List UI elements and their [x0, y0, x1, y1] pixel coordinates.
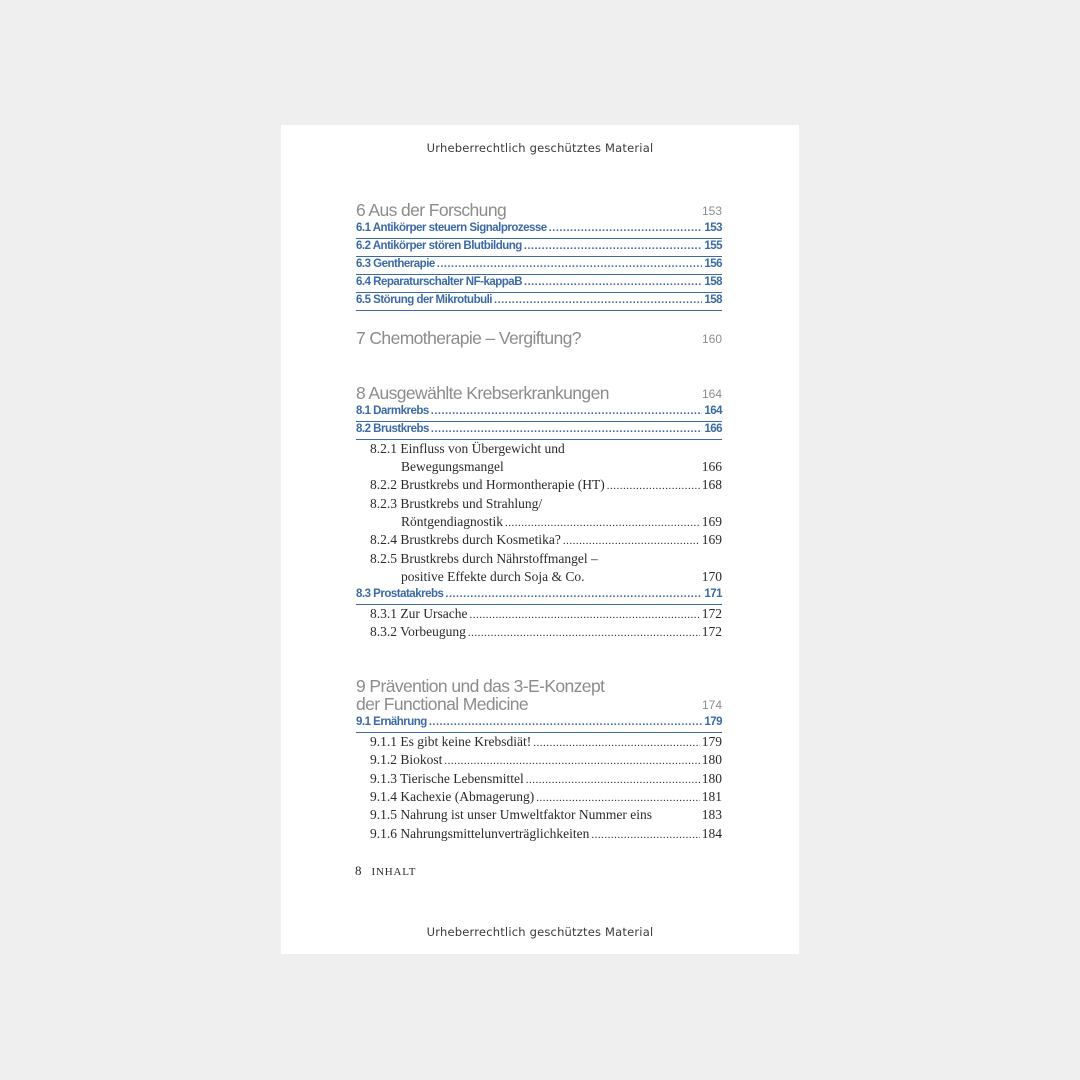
toc-entry-8-2-5-line1[interactable]: 8.2.5 Brustkrebs durch Nährstoffmangel – [370, 551, 598, 566]
entry-page: 156 [704, 258, 722, 270]
chapter-title: 8 Ausgewählte Krebserkrankungen [356, 383, 609, 403]
toc-entry-6-3[interactable] [356, 256, 722, 275]
chapter-page: 164 [701, 387, 722, 401]
entry-page: 171 [704, 588, 722, 600]
entry-page: 169 [701, 532, 722, 547]
toc-entry-6-1[interactable] [356, 220, 722, 239]
chapter-title-line1: 9 Prävention und das 3-E-Konzept [356, 676, 605, 696]
entry-page: 183 [701, 807, 722, 822]
toc-entry-6-5[interactable] [356, 292, 722, 311]
section-label: INHALT [371, 866, 417, 878]
toc-entry-8-2-3[interactable] [401, 513, 722, 531]
entry-page: 179 [704, 716, 722, 728]
toc-entry-8-2-2[interactable] [370, 476, 722, 494]
entry-page: 153 [704, 222, 722, 234]
chapter-page: 153 [701, 204, 722, 218]
toc-entry-8-1[interactable] [356, 403, 722, 422]
toc-entry-8-2-3-line1[interactable]: 8.2.3 Brustkrebs und Strahlung/ [370, 496, 543, 511]
toc-entry-8-2-1-line1[interactable]: 8.2.1 Einfluss von Übergewicht und [370, 441, 565, 456]
toc-entry-9-1-3[interactable] [370, 770, 722, 788]
entry-label: 8.3.2 Vorbeugung [370, 624, 466, 639]
entry-label: 9.1.2 Biokost [370, 752, 443, 767]
entry-label: 8.3 Prostatakrebs [356, 588, 444, 600]
chapter-title: 6 Aus der Forschung [356, 200, 507, 220]
entry-page: 180 [701, 771, 722, 786]
toc-entry-9-1-2[interactable] [370, 751, 722, 769]
page-footer [355, 863, 416, 879]
entry-label: 6.4 Reparaturschalter NF-kappaB [356, 276, 523, 288]
toc-entry-8-3-1[interactable] [370, 605, 722, 623]
chapter-7-heading [356, 329, 722, 347]
chapter-8-heading [356, 384, 722, 402]
entry-label: 6.5 Störung der Mikrotubuli [356, 294, 493, 306]
entry-page: 166 [701, 459, 722, 474]
page-number: 8 [355, 863, 362, 878]
toc-entry-9-1-6[interactable] [370, 825, 722, 843]
entry-label: 9.1.6 Nahrungsmittelunverträglichkeiten [370, 826, 590, 841]
toc-entry-8-2-4[interactable] [370, 531, 722, 549]
entry-page: 169 [701, 514, 722, 529]
entry-page: 168 [701, 477, 722, 492]
toc-entry-8-3-2[interactable] [370, 623, 722, 641]
watermark-top: Urheberrechtlich geschütztes Material [426, 141, 654, 155]
entry-page: 180 [701, 752, 722, 767]
toc-entry-8-3[interactable] [356, 586, 722, 605]
toc-entry-9-1-5[interactable] [370, 806, 722, 824]
entry-page: 179 [701, 734, 722, 749]
entry-label: positive Effekte durch Soja & Co. [401, 569, 585, 584]
entry-page: 158 [704, 276, 722, 288]
entry-label: Röntgendiagnostik [401, 514, 503, 529]
toc-entry-8-2-5[interactable] [401, 568, 722, 586]
entry-label: Bewegungsmangel [401, 459, 504, 474]
book-page [281, 125, 799, 954]
entry-label: 6.1 Antikörper steuern Signalprozesse [356, 222, 547, 234]
chapter-title-line2: der Functional Medicine [356, 694, 528, 714]
entry-page: 166 [704, 423, 722, 435]
entry-label: 8.1 Darmkrebs [356, 405, 429, 417]
entry-label: 9.1 Ernährung [356, 716, 427, 728]
toc-entry-6-4[interactable] [356, 274, 722, 293]
chapter-page: 160 [701, 332, 722, 346]
entry-page: 184 [701, 826, 722, 841]
toc-entry-8-2-1[interactable] [401, 458, 722, 476]
entry-label: 6.2 Antikörper stören Blutbildung [356, 240, 522, 252]
chapter-title: 7 Chemotherapie – Vergiftung? [356, 328, 581, 348]
entry-page: 181 [701, 789, 722, 804]
entry-page: 155 [704, 240, 722, 252]
entry-label: 8.2.4 Brustkrebs durch Kosmetika? [370, 532, 561, 547]
entry-label: 9.1.3 Tierische Lebensmittel [370, 771, 524, 786]
toc-entry-9-1-1[interactable] [370, 733, 722, 751]
entry-page: 170 [701, 569, 722, 584]
entry-page: 158 [704, 294, 722, 306]
entry-label: 6.3 Gentherapie [356, 258, 435, 270]
toc-entry-9-1[interactable] [356, 714, 722, 733]
chapter-page: 174 [701, 698, 722, 712]
entry-page: 172 [701, 624, 722, 639]
entry-page: 172 [701, 606, 722, 621]
toc-entry-8-2[interactable] [356, 421, 722, 440]
entry-label: 9.1.5 Nahrung ist unser Umweltfaktor Nummer eins [370, 807, 652, 822]
chapter-9-heading [356, 677, 722, 713]
entry-label: 9.1.4 Kachexie (Abmagerung) [370, 789, 535, 804]
watermark-bottom: Urheberrechtlich geschütztes Material [426, 925, 654, 939]
entry-page: 164 [704, 405, 722, 417]
toc-entry-9-1-4[interactable] [370, 788, 722, 806]
entry-label: 8.2 Brustkrebs [356, 423, 429, 435]
entry-label: 8.3.1 Zur Ursache [370, 606, 468, 621]
chapter-6-heading [356, 201, 722, 219]
toc-entry-6-2[interactable] [356, 238, 722, 257]
entry-label: 8.2.2 Brustkrebs und Hormontherapie (HT) [370, 477, 605, 492]
entry-label: 9.1.1 Es gibt keine Krebsdiät! [370, 734, 532, 749]
